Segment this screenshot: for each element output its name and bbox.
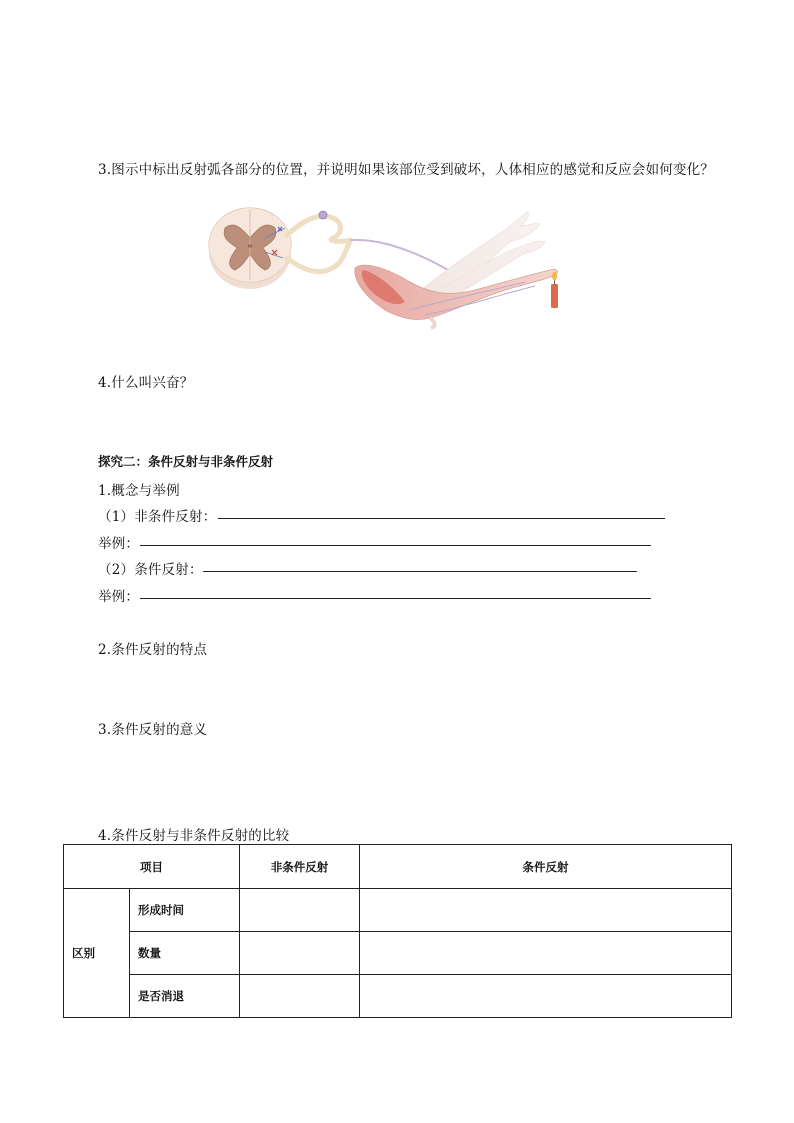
label-unconditioned: （1）非条件反射： [98, 509, 217, 525]
sub-4: 4.条件反射与非条件反射的比较 [98, 828, 290, 844]
header-unconditioned: 非条件反射 [240, 845, 360, 889]
header-conditioned: 条件反射 [360, 845, 732, 889]
sub-1: 1.概念与举例 [98, 483, 180, 499]
answer-cell[interactable] [240, 932, 360, 975]
question-3: 3.图示中标出反射弧各部分的位置，并说明如果该部位受到破坏，人体相应的感觉和反应会如何变化？ [98, 162, 715, 178]
answer-line[interactable] [140, 545, 651, 546]
sub-3: 3.条件反射的意义 [98, 722, 208, 738]
question-4: 4.什么叫兴奋？ [98, 375, 194, 391]
candle-icon [551, 272, 558, 309]
answer-cell[interactable] [360, 889, 732, 932]
table-row [64, 975, 732, 1018]
answer-cell[interactable] [240, 889, 360, 932]
section-title: 探究二：条件反射与非条件反射 [98, 454, 274, 469]
row-label: 数量 [130, 932, 240, 975]
ganglion-dot [319, 211, 327, 219]
label-conditioned: （2）条件反射： [98, 562, 203, 578]
header-item: 项目 [64, 845, 240, 889]
reflex-arc-figure [205, 200, 585, 335]
table-row [64, 889, 732, 932]
answer-cell[interactable] [360, 932, 732, 975]
answer-cell[interactable] [240, 975, 360, 1018]
group-label: 区别 [64, 889, 130, 1018]
answer-line[interactable] [203, 571, 637, 572]
sub-2: 2.条件反射的特点 [98, 642, 208, 658]
answer-line[interactable] [218, 518, 665, 519]
answer-line[interactable] [140, 598, 651, 599]
table-header-row [64, 845, 732, 889]
spinal-cord-section [209, 208, 291, 289]
label-example-2: 举例： [98, 589, 140, 605]
label-example-1: 举例： [98, 536, 140, 552]
row-label: 是否消退 [130, 975, 240, 1018]
table-row [64, 932, 732, 975]
answer-cell[interactable] [360, 975, 732, 1018]
comparison-table [63, 844, 732, 1018]
row-label: 形成时间 [130, 889, 240, 932]
